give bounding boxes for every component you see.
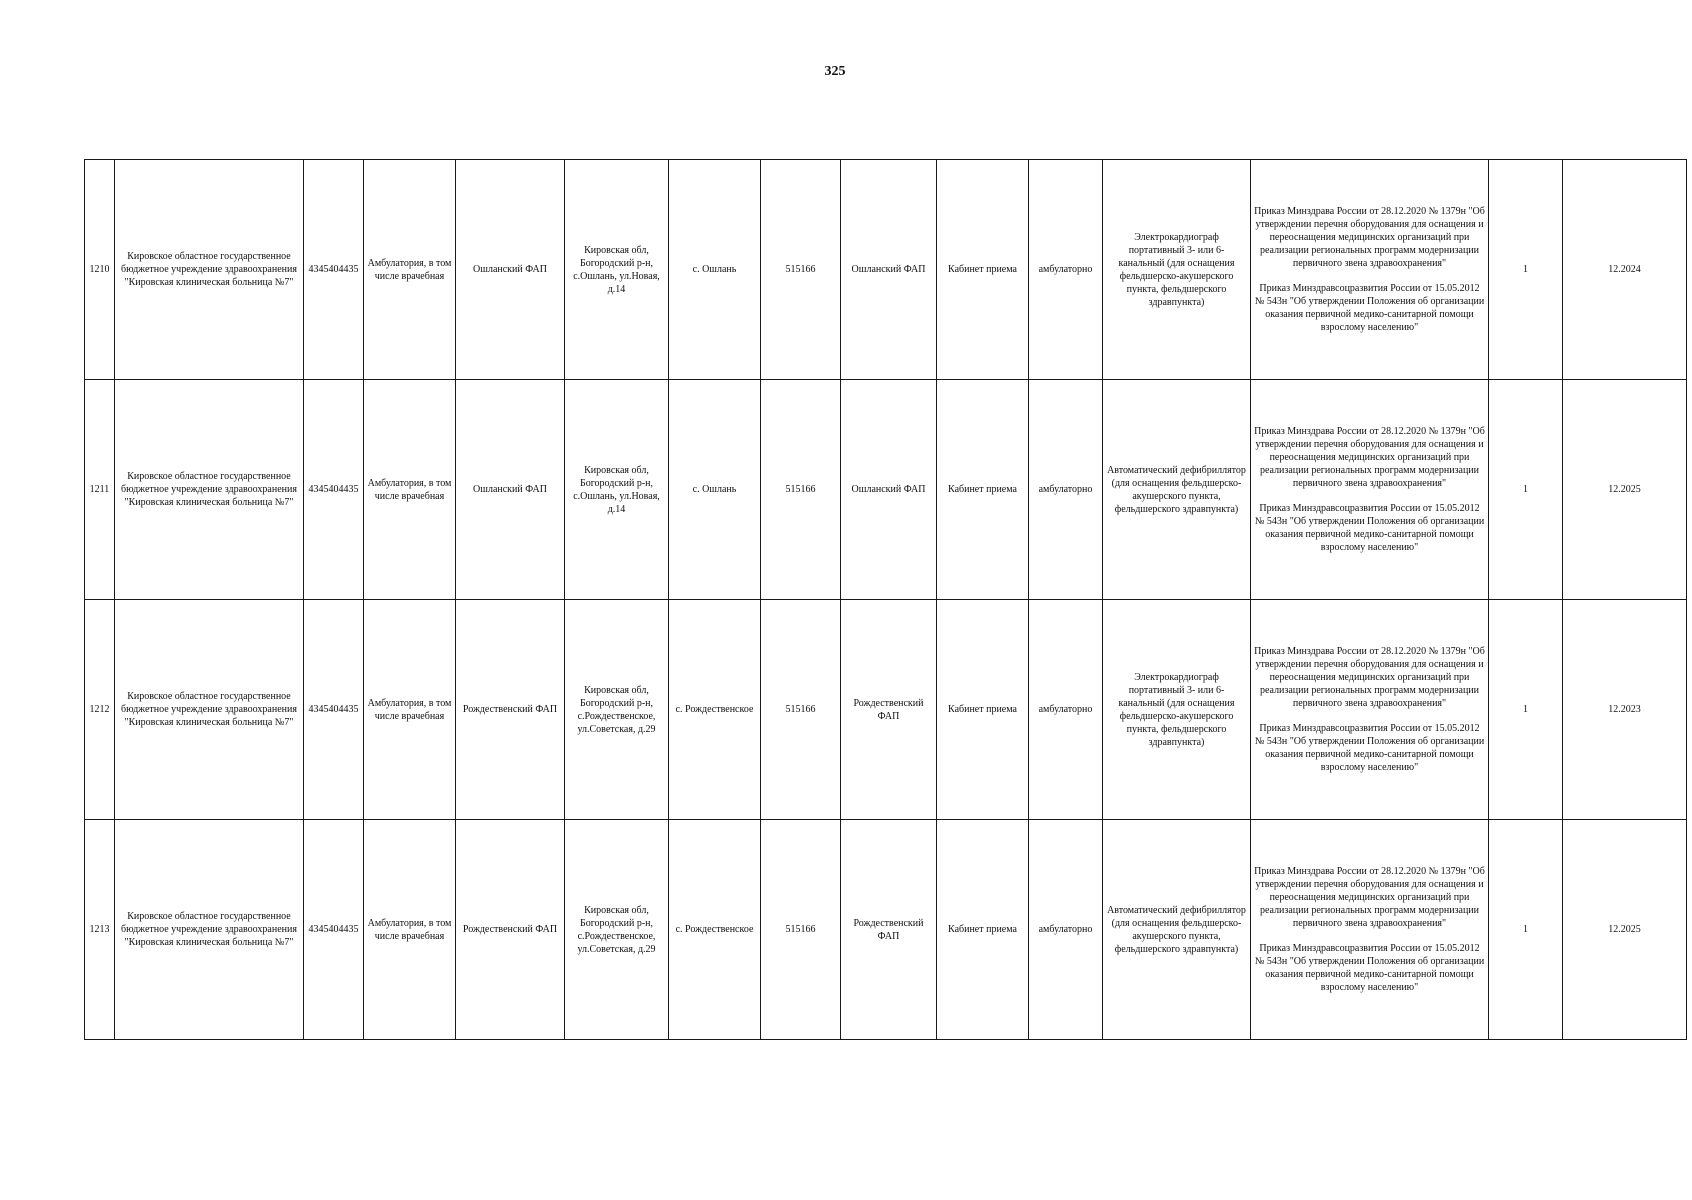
date-cell: 12.2025 <box>1563 380 1687 600</box>
organization-cell: Кировское областное государственное бюджетное учреждение здравоохранения "Кировская клиническая больница №7" <box>115 600 304 820</box>
date-cell: 12.2025 <box>1563 820 1687 1040</box>
address-cell: Кировская обл, Богородский р-н, с.Рождественское, ул.Советская, д.29 <box>565 820 669 1040</box>
records-table <box>84 159 1687 1040</box>
row-number: 1212 <box>85 600 115 820</box>
table-row <box>85 380 1687 600</box>
room-cell: Кабинет приема <box>937 600 1029 820</box>
quantity-cell: 1 <box>1489 160 1563 380</box>
facility-type-cell: Амбулатория, в том числе врачебная <box>364 160 456 380</box>
care-mode-cell: амбулаторно <box>1029 380 1103 600</box>
table-row <box>85 160 1687 380</box>
room-cell: Кабинет приема <box>937 160 1029 380</box>
regulation-1: Приказ Минздрава России от 28.12.2020 № 1379н "Об утверждении перечня оборудования для оснащения и переоснащения медицинских организаций при реализации региональных программ модернизации первичного звена здравоохранения" <box>1254 206 1485 269</box>
page-number: 325 <box>824 64 846 79</box>
locality-cell: с. Ошлань <box>669 160 761 380</box>
quantity-cell: 1 <box>1489 600 1563 820</box>
regulation-cell <box>1251 380 1489 600</box>
address-cell: Кировская обл, Богородский р-н, с.Рождественское, ул.Советская, д.29 <box>565 600 669 820</box>
organization-cell: Кировское областное государственное бюджетное учреждение здравоохранения "Кировская клиническая больница №7" <box>115 160 304 380</box>
care-mode-cell: амбулаторно <box>1029 160 1103 380</box>
regulation-1: Приказ Минздрава России от 28.12.2020 № 1379н "Об утверждении перечня оборудования для оснащения и переоснащения медицинских организаций при реализации региональных программ модернизации первичного звена здравоохранения" <box>1254 866 1485 929</box>
facility-type-cell: Амбулатория, в том числе врачебная <box>364 820 456 1040</box>
row-number: 1210 <box>85 160 115 380</box>
equipment-cell: Автоматический дефибриллятор (для оснащения фельдшерско-акушерского пункта, фельдшерского здравпункта) <box>1103 380 1251 600</box>
unit-cell: Ошланский ФАП <box>841 380 937 600</box>
code-cell: 515166 <box>761 820 841 1040</box>
date-cell: 12.2023 <box>1563 600 1687 820</box>
regulation-2: Приказ Минздравсоцразвития России от 15.05.2012 № 543н "Об утверждении Положения об организации оказания первичной медико-санитарной помощи взрослому населению" <box>1254 723 1485 773</box>
regulation-2: Приказ Минздравсоцразвития России от 15.05.2012 № 543н "Об утверждении Положения об организации оказания первичной медико-санитарной помощи взрослому населению" <box>1254 503 1485 553</box>
organization-cell: Кировское областное государственное бюджетное учреждение здравоохранения "Кировская клиническая больница №7" <box>115 820 304 1040</box>
row-number: 1213 <box>85 820 115 1040</box>
facility-name-cell: Ошланский ФАП <box>456 380 565 600</box>
room-cell: Кабинет приема <box>937 380 1029 600</box>
care-mode-cell: амбулаторно <box>1029 820 1103 1040</box>
table-row <box>85 600 1687 820</box>
regulation-2: Приказ Минздравсоцразвития России от 15.05.2012 № 543н "Об утверждении Положения об организации оказания первичной медико-санитарной помощи взрослому населению" <box>1254 943 1485 993</box>
inn-cell: 4345404435 <box>304 820 364 1040</box>
inn-cell: 4345404435 <box>304 600 364 820</box>
table-row <box>85 820 1687 1040</box>
address-cell: Кировская обл, Богородский р-н, с.Ошлань, ул.Новая, д.14 <box>565 160 669 380</box>
inn-cell: 4345404435 <box>304 160 364 380</box>
locality-cell: с. Ошлань <box>669 380 761 600</box>
inn-cell: 4345404435 <box>304 380 364 600</box>
facility-name-cell: Ошланский ФАП <box>456 160 565 380</box>
facility-name-cell: Рождественский ФАП <box>456 600 565 820</box>
records-body <box>85 160 1687 1040</box>
quantity-cell: 1 <box>1489 380 1563 600</box>
regulation-cell <box>1251 600 1489 820</box>
code-cell: 515166 <box>761 380 841 600</box>
locality-cell: с. Рождественское <box>669 820 761 1040</box>
code-cell: 515166 <box>761 160 841 380</box>
address-cell: Кировская обл, Богородский р-н, с.Ошлань, ул.Новая, д.14 <box>565 380 669 600</box>
regulation-1: Приказ Минздрава России от 28.12.2020 № 1379н "Об утверждении перечня оборудования для оснащения и переоснащения медицинских организаций при реализации региональных программ модернизации первичного звена здравоохранения" <box>1254 426 1485 489</box>
unit-cell: Рождественский ФАП <box>841 600 937 820</box>
regulation-cell <box>1251 160 1489 380</box>
facility-name-cell: Рождественский ФАП <box>456 820 565 1040</box>
equipment-cell: Электрокардиограф портативный 3- или 6-канальный (для оснащения фельдшерско-акушерского пункта, фельдшерского здравпункта) <box>1103 600 1251 820</box>
regulation-1: Приказ Минздрава России от 28.12.2020 № 1379н "Об утверждении перечня оборудования для оснащения и переоснащения медицинских организаций при реализации региональных программ модернизации первичного звена здравоохранения" <box>1254 646 1485 709</box>
regulation-cell <box>1251 820 1489 1040</box>
quantity-cell: 1 <box>1489 820 1563 1040</box>
room-cell: Кабинет приема <box>937 820 1029 1040</box>
equipment-cell: Автоматический дефибриллятор (для оснащения фельдшерско-акушерского пункта, фельдшерского здравпункта) <box>1103 820 1251 1040</box>
facility-type-cell: Амбулатория, в том числе врачебная <box>364 600 456 820</box>
unit-cell: Рождественский ФАП <box>841 820 937 1040</box>
locality-cell: с. Рождественское <box>669 600 761 820</box>
organization-cell: Кировское областное государственное бюджетное учреждение здравоохранения "Кировская клиническая больница №7" <box>115 380 304 600</box>
row-number: 1211 <box>85 380 115 600</box>
date-cell: 12.2024 <box>1563 160 1687 380</box>
regulation-2: Приказ Минздравсоцразвития России от 15.05.2012 № 543н "Об утверждении Положения об организации оказания первичной медико-санитарной помощи взрослому населению" <box>1254 283 1485 333</box>
code-cell: 515166 <box>761 600 841 820</box>
unit-cell: Ошланский ФАП <box>841 160 937 380</box>
equipment-cell: Электрокардиограф портативный 3- или 6-канальный (для оснащения фельдшерско-акушерского пункта, фельдшерского здравпункта) <box>1103 160 1251 380</box>
care-mode-cell: амбулаторно <box>1029 600 1103 820</box>
facility-type-cell: Амбулатория, в том числе врачебная <box>364 380 456 600</box>
